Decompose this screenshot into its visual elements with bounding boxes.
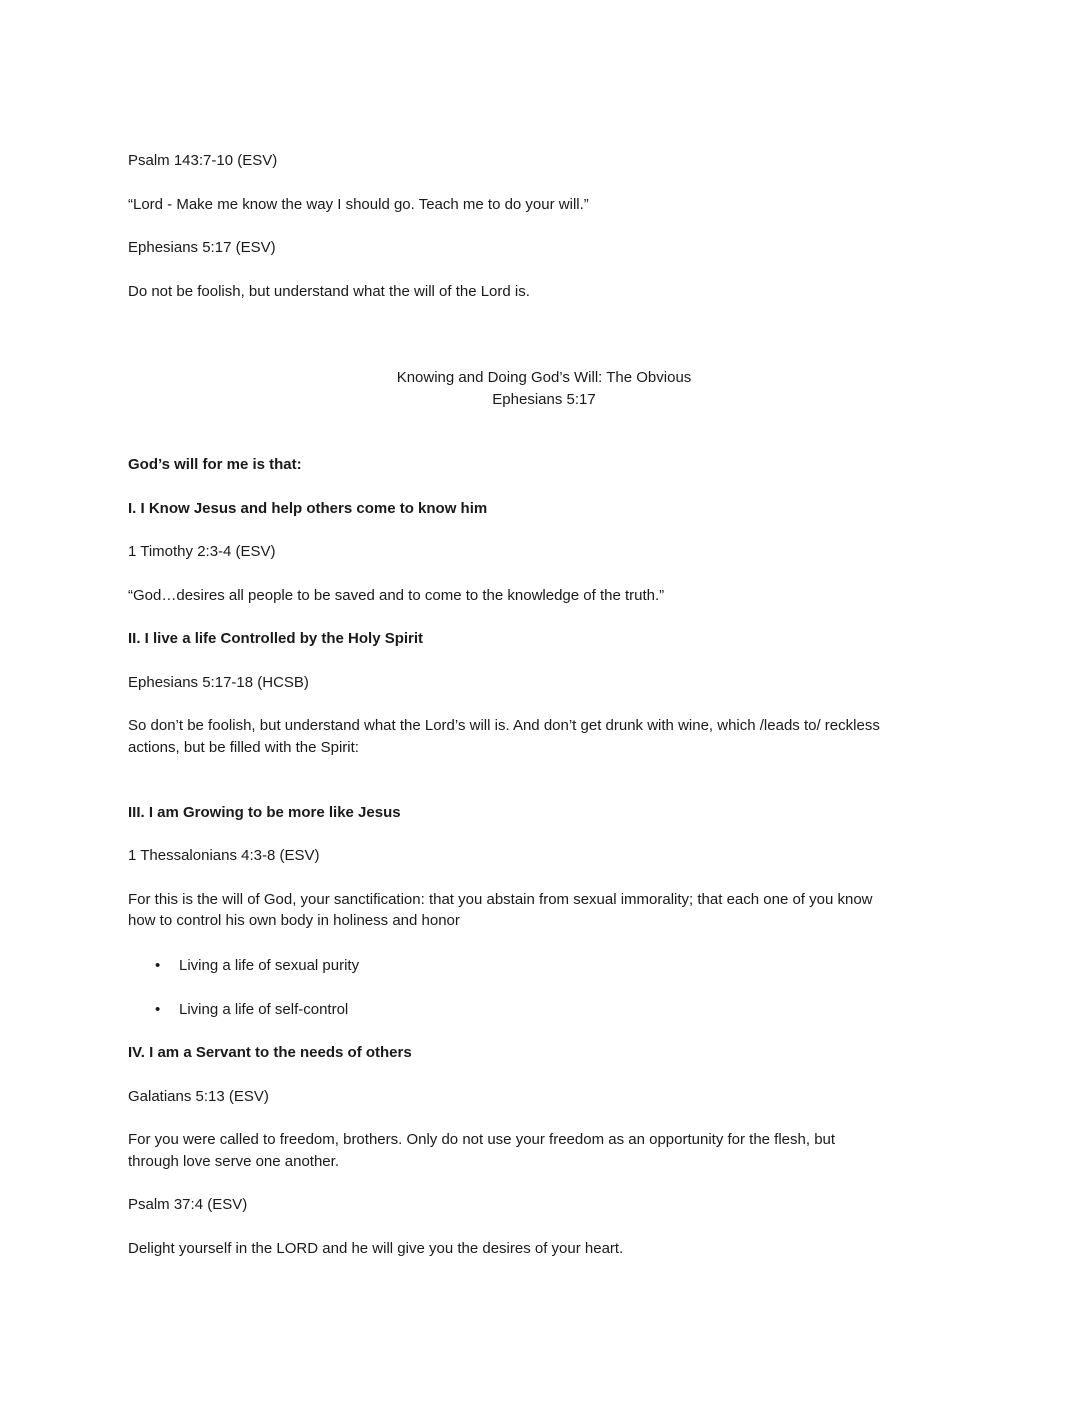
- section-3-heading: III. I am Growing to be more like Jesus: [128, 804, 401, 821]
- section-3-verse-line-1: For this is the will of God, your sanctification: that you abstain from sexual immorality; that each one of you know: [128, 891, 873, 908]
- lead-heading: God’s will for me is that:: [128, 456, 302, 473]
- section-1-heading: I. I Know Jesus and help others come to know him: [128, 500, 488, 517]
- bullet-dot-icon: •: [155, 957, 161, 974]
- section-2-heading: II. I live a life Controlled by the Holy Spirit: [128, 630, 424, 647]
- section-4-verse-line-1: For you were called to freedom, brothers. Only do not use your freedom as an opportunity for the flesh, but: [128, 1131, 836, 1148]
- bullet-item-2: Living a life of self-control: [179, 1001, 349, 1018]
- section-1-reference: 1 Timothy 2:3-4 (ESV): [128, 543, 276, 560]
- intro-reference-2: Ephesians 5:17 (ESV): [128, 239, 276, 256]
- section-1-verse: “God…desires all people to be saved and to come to the knowledge of the truth.”: [128, 587, 665, 604]
- bullet-item-1: Living a life of sexual purity: [179, 957, 360, 974]
- intro-verse-1: “Lord - Make me know the way I should go. Teach me to do your will.”: [128, 196, 589, 213]
- section-3-verse-line-2: how to control his own body in holiness and honor: [128, 912, 460, 929]
- section-4-heading: IV. I am a Servant to the needs of others: [128, 1044, 412, 1061]
- section-2-reference: Ephesians 5:17-18 (HCSB): [128, 674, 309, 691]
- section-4-verse-line-2: through love serve one another.: [128, 1153, 339, 1170]
- section-4-reference: Galatians 5:13 (ESV): [128, 1088, 269, 1105]
- section-4-verse-2: Delight yourself in the LORD and he will give you the desires of your heart.: [128, 1240, 624, 1257]
- section-4-reference-2: Psalm 37:4 (ESV): [128, 1196, 248, 1213]
- sermon-subtitle: Ephesians 5:17: [492, 391, 596, 408]
- section-2-verse-line-2: actions, but be filled with the Spirit:: [128, 739, 359, 756]
- sermon-title: Knowing and Doing God’s Will: The Obvious: [396, 369, 692, 386]
- bullet-dot-icon: •: [155, 1001, 161, 1018]
- section-3-reference: 1 Thessalonians 4:3-8 (ESV): [128, 847, 320, 864]
- intro-verse-2: Do not be foolish, but understand what the will of the Lord is.: [128, 283, 530, 300]
- section-2-verse-line-1: So don’t be foolish, but understand what the Lord’s will is. And don’t get drunk with wine, which /leads to/ reckless: [128, 717, 880, 734]
- intro-reference-1: Psalm 143:7-10 (ESV): [128, 152, 278, 169]
